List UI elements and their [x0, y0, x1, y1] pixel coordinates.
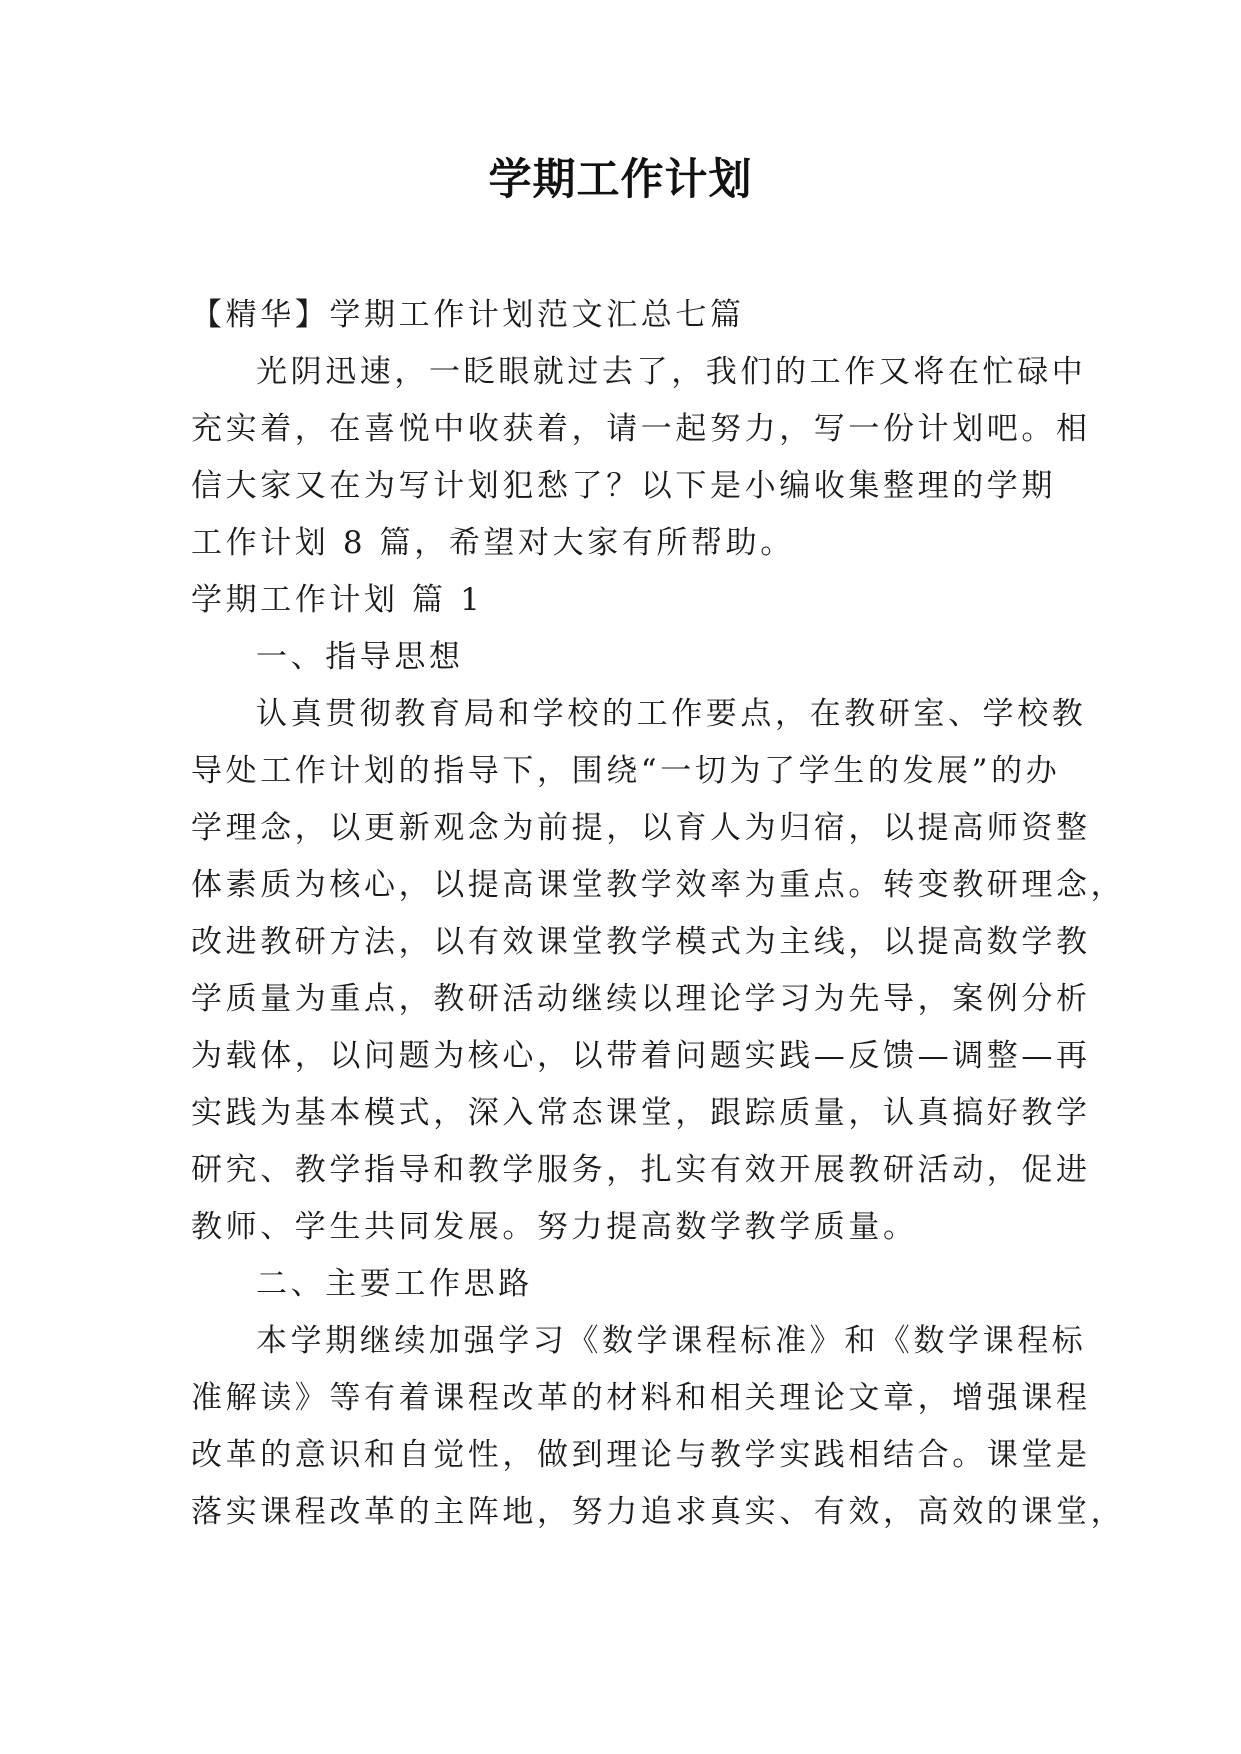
- paragraph-line: 教师、学生共同发展。努力提高数学教学质量。: [191, 1209, 918, 1245]
- paragraph-line: 学理念，以更新观念为前提，以育人为归宿，以提高师资整: [191, 810, 1091, 846]
- paragraph-line: 体素质为核心，以提高课堂教学效率为重点。转变教研理念，: [191, 867, 1126, 903]
- subsection-heading: 一、指导思想: [256, 639, 464, 675]
- paragraph-line: 光阴迅速，一眨眼就过去了，我们的工作又将在忙碌中: [256, 354, 1087, 390]
- paragraph-line: 认真贯彻教育局和学校的工作要点，在教研室、学校教: [256, 696, 1087, 732]
- paragraph-line: 落实课程改革的主阵地，努力追求真实、有效，高效的课堂，: [191, 1494, 1126, 1530]
- section-heading: 学期工作计划 篇 1: [191, 582, 484, 618]
- document-subtitle: 【精华】学期工作计划范文汇总七篇: [191, 297, 745, 333]
- document-title: 学期工作计划: [488, 155, 753, 205]
- paragraph-line: 实践为基本模式，深入常态课堂，跟踪质量，认真搞好教学: [191, 1095, 1091, 1131]
- paragraph-line: 学质量为重点，教研活动继续以理论学习为先导，案例分析: [191, 981, 1091, 1017]
- paragraph-line: 改进教研方法，以有效课堂教学模式为主线，以提高数学教: [191, 924, 1091, 960]
- paragraph-line: 研究、教学指导和教学服务，扎实有效开展教研活动，促进: [191, 1152, 1091, 1188]
- subsection-heading: 二、主要工作思路: [256, 1266, 533, 1302]
- paragraph-line: 导处工作计划的指导下，围绕“一切为了学生的发展”的办: [191, 753, 1061, 789]
- paragraph-line: 工作计划 8 篇，希望对大家有所帮助。: [191, 525, 795, 561]
- paragraph-line: 改革的意识和自觉性，做到理论与教学实践相结合。课堂是: [191, 1437, 1091, 1473]
- paragraph-line: 准解读》等有着课程改革的材料和相关理论文章，增强课程: [191, 1380, 1091, 1416]
- paragraph-line: 为载体，以问题为核心，以带着问题实践—反馈—调整—再: [191, 1038, 1091, 1074]
- paragraph-line: 本学期继续加强学习《数学课程标准》和《数学课程标: [256, 1323, 1087, 1359]
- document-body: [191, 287, 1126, 1541]
- paragraph-line: 充实着，在喜悦中收获着，请一起努力，写一份计划吧。相: [191, 411, 1091, 447]
- paragraph-line: 信大家又在为写计划犯愁了？以下是小编收集整理的学期: [191, 468, 1056, 504]
